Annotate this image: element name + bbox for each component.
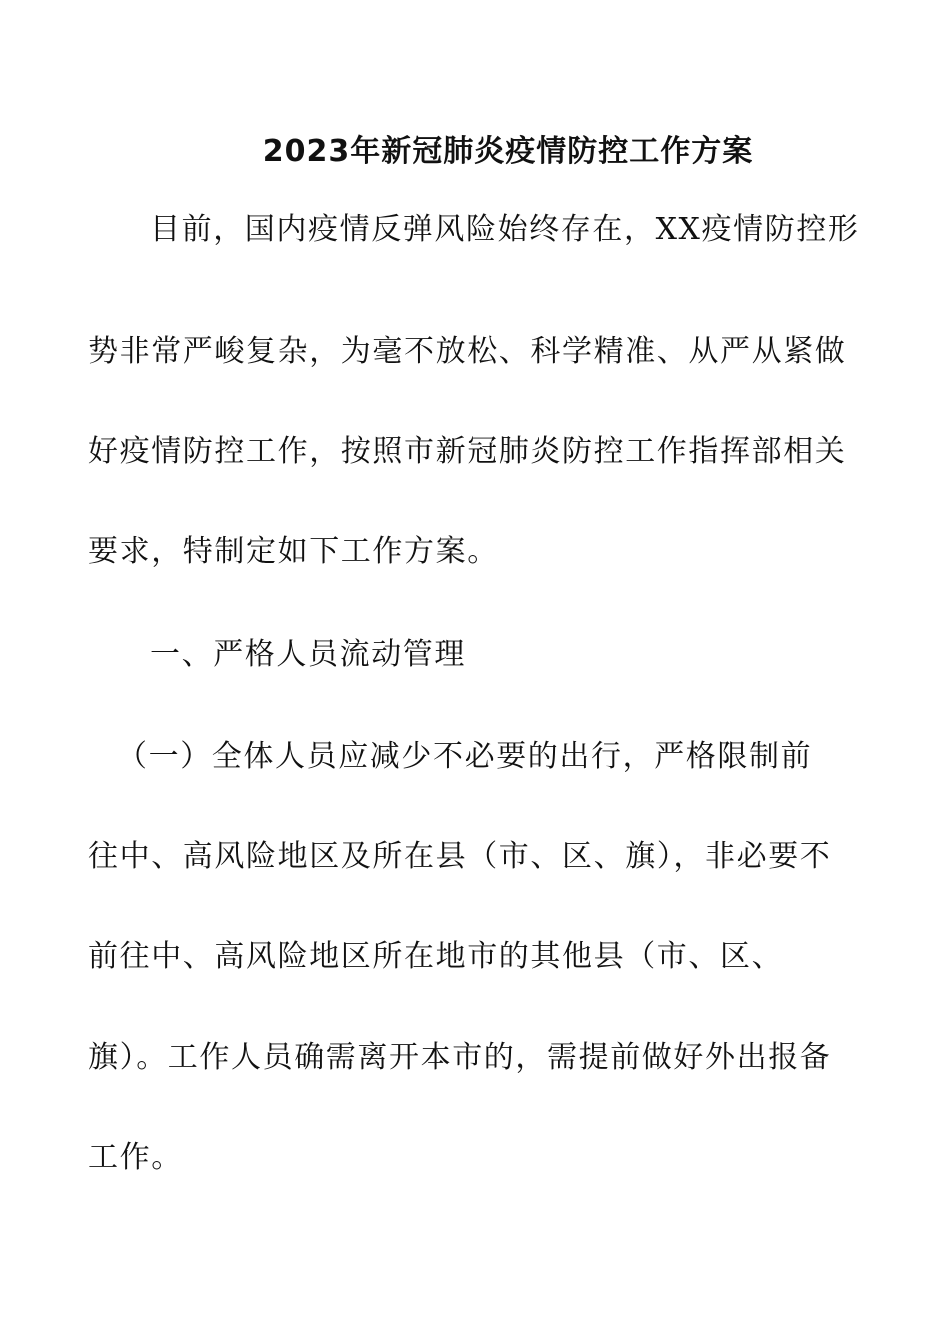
intro-line-4: 要求，特制定如下工作方案。 bbox=[88, 534, 499, 569]
item-line-4: 旗）。工作人员确需离开本市的，需提前做好外出报备 bbox=[88, 1040, 832, 1075]
item-line-2: 往中、高风险地区及所在县（市、区、旗），非必要不 bbox=[88, 839, 832, 874]
item-line-1: （一）全体人员应减少不必要的出行，严格限制前 bbox=[117, 739, 813, 774]
document-title: 2023年新冠肺炎疫情防控工作方案 bbox=[262, 134, 754, 169]
intro-line-3: 好疫情防控工作，按照市新冠肺炎防控工作指挥部相关 bbox=[88, 434, 847, 469]
item-line-3: 前往中、高风险地区所在地市的其他县（市、区、 bbox=[88, 939, 784, 974]
intro-line-1: 目前，国内疫情反弹风险始终存在，XX疫情防控形 bbox=[150, 212, 860, 247]
section-heading-1: 一、严格人员流动管理 bbox=[150, 637, 466, 672]
intro-line-2: 势非常严峻复杂，为毫不放松、科学精准、从严从紧做 bbox=[88, 334, 847, 369]
item-line-5: 工作。 bbox=[88, 1140, 183, 1175]
